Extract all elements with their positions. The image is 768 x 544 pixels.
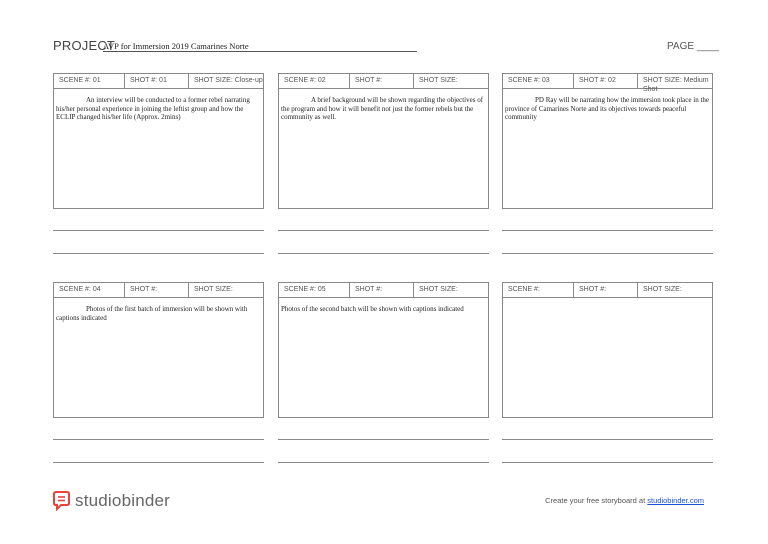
panel-header: [279, 283, 488, 298]
brand-name: studiobinder: [75, 491, 171, 510]
project-label: PROJECT: [53, 38, 116, 53]
chat-bubble-icon: [53, 491, 70, 511]
note-line[interactable]: [53, 462, 264, 463]
panel-description[interactable]: Photos of the first batch of immersion will be shown with captions indicated: [56, 305, 248, 322]
note-line[interactable]: [278, 439, 489, 440]
shot-number[interactable]: SHOT #: 02: [574, 74, 638, 88]
panel-description[interactable]: PD Ray will be narrating how the immersion took place in the province of Camarines Norte and its objectives towards peaceful community: [505, 96, 709, 122]
note-line[interactable]: [53, 253, 264, 254]
panel-header: [54, 74, 263, 89]
note-line[interactable]: [278, 462, 489, 463]
panel-description[interactable]: A brief background will be shown regarding the objectives of the program and how it will benefit not just the former rebels but the community as well.: [281, 96, 484, 122]
shot-size[interactable]: SHOT SIZE:: [194, 286, 233, 293]
storyboard-panel-6: [502, 282, 713, 418]
panel-description[interactable]: Photos of the second batch will be shown with captions indicated: [281, 305, 464, 313]
panel-description[interactable]: An interview will be conducted to a former rebel narrating his/her personal experience in joining the leftist group and how the ECLIP changed his/her life (Approx. 2mins): [56, 96, 250, 122]
scene-number[interactable]: SCENE #: 01: [54, 74, 125, 88]
project-title-underline: [103, 51, 417, 52]
shot-size[interactable]: SHOT SIZE:: [419, 77, 458, 84]
shot-number[interactable]: SHOT #:: [350, 283, 414, 297]
panel-header: [279, 74, 488, 89]
page-label: PAGE ____: [667, 41, 720, 52]
shot-number[interactable]: SHOT #:: [574, 283, 638, 297]
footer-cta-text: Create your free storyboard at: [545, 496, 646, 505]
note-line[interactable]: [502, 462, 713, 463]
scene-number[interactable]: SCENE #: 02: [279, 74, 350, 88]
storyboard-panel-3: [502, 73, 713, 209]
note-line[interactable]: [278, 230, 489, 231]
storyboard-panel-1: [53, 73, 264, 209]
storyboard-panel-4: [53, 282, 264, 418]
note-line[interactable]: [502, 439, 713, 440]
panel-description[interactable]: [503, 298, 712, 305]
panel-header: [54, 283, 263, 298]
scene-number[interactable]: SCENE #:: [503, 283, 574, 297]
project-title: AVP for Immersion 2019 Camarines Norte: [103, 41, 249, 51]
storyboard-panel-2: [278, 73, 489, 209]
panel-header: [503, 74, 712, 93]
shot-size[interactable]: SHOT SIZE: Close-up: [194, 77, 263, 84]
note-line[interactable]: [278, 253, 489, 254]
note-line[interactable]: [53, 439, 264, 440]
shot-number[interactable]: SHOT #:: [350, 74, 414, 88]
studiobinder-link[interactable]: studiobinder.com: [647, 496, 704, 505]
scene-number[interactable]: SCENE #: 04: [54, 283, 125, 297]
note-line[interactable]: [53, 230, 264, 231]
studiobinder-logo: [53, 491, 170, 511]
scene-number[interactable]: SCENE #: 05: [279, 283, 350, 297]
shot-number[interactable]: SHOT #:: [125, 283, 189, 297]
scene-number[interactable]: SCENE #: 03: [503, 74, 574, 88]
note-line[interactable]: [502, 230, 713, 231]
panel-header: [503, 283, 712, 298]
shot-size[interactable]: SHOT SIZE: Medium Shot: [643, 77, 709, 93]
shot-number[interactable]: SHOT #: 01: [125, 74, 189, 88]
shot-size[interactable]: SHOT SIZE:: [643, 286, 682, 293]
shot-size[interactable]: SHOT SIZE:: [419, 286, 458, 293]
storyboard-panel-5: [278, 282, 489, 418]
footer-cta: [545, 496, 704, 505]
note-line[interactable]: [502, 253, 713, 254]
